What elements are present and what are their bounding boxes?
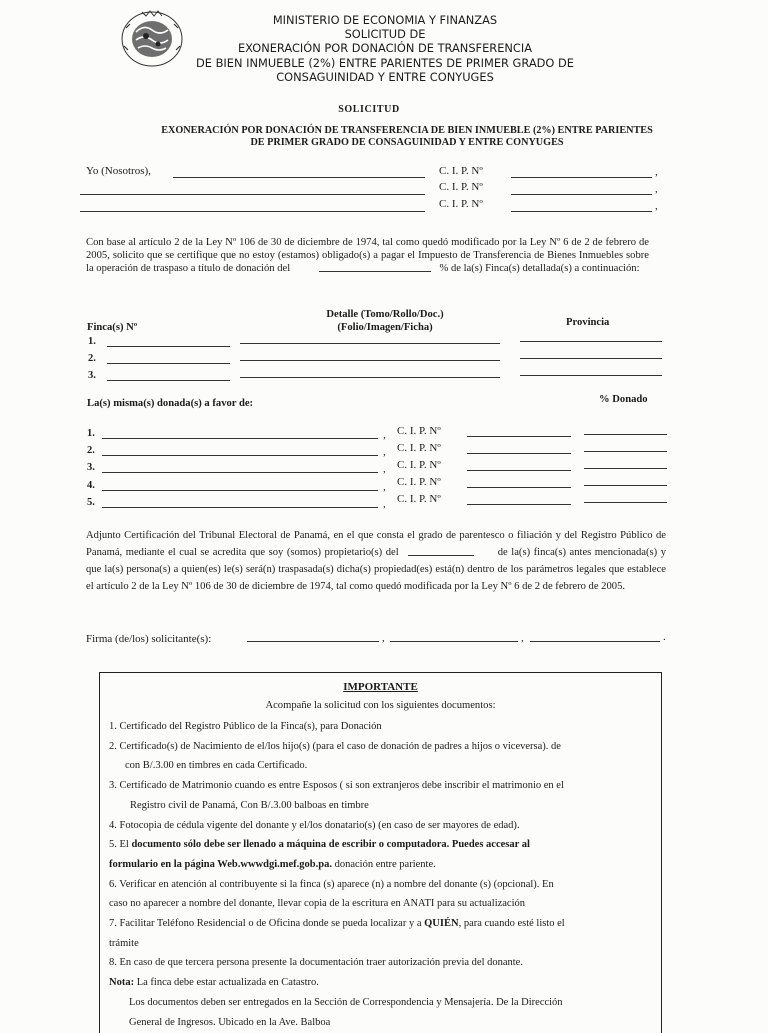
finca-number-field-2[interactable] — [107, 363, 230, 364]
col-detalle-line2: (Folio/Imagen/Ficha) — [337, 322, 433, 333]
signature-label: Firma (de/los) solicitante(s): — [86, 633, 212, 645]
donee-pct-field-5[interactable] — [584, 502, 667, 503]
applicant-cip-field-2[interactable] — [511, 194, 652, 195]
legal-paragraph-end: % de la(s) Finca(s) detallada(s) a continuación: — [439, 263, 640, 275]
finca-number-field-1[interactable] — [107, 346, 230, 347]
list-item: General de Ingresos. Ubicado en la Ave. Balboa — [129, 1016, 331, 1028]
cip-label: C. I. P. Nº — [397, 425, 441, 437]
finca-detail-field-1[interactable] — [240, 343, 500, 344]
finca-detail-field-3[interactable] — [240, 377, 500, 378]
nota-label: Nota: — [109, 977, 135, 989]
legal-del: del — [277, 263, 291, 275]
comma: , — [521, 632, 524, 644]
applicant-name-field-1[interactable] — [173, 177, 425, 178]
cip-label: C. I. P. Nº — [397, 493, 441, 505]
item7-bold: QUIÉN — [424, 918, 459, 930]
list-item: Los documentos deben ser entregados en la Sección de Correspondencia y Mensajería. De la Dirección — [129, 996, 563, 1008]
attachment-text-start: Adjunto Certificación del Tribunal Electoral de Panamá, en el que consta el grado de parentesco o filiación y del Registro Público de Panamá, mediante el cual se acredita que soy (somos) propietario(s) del — [86, 530, 666, 559]
col-finca-header: Finca(s) Nº — [87, 322, 138, 333]
ministry-header — [190, 13, 580, 84]
donee-name-field-4[interactable] — [102, 490, 378, 491]
donee-pct-field-2[interactable] — [584, 451, 667, 452]
applicant-name-field-3[interactable] — [80, 211, 425, 212]
finca-province-field-3[interactable] — [520, 375, 662, 376]
cip-label: C. I. P. Nº — [439, 165, 483, 177]
item5-rest: donación entre pariente. — [334, 858, 436, 870]
item7-post: , para cuando esté listo el — [458, 918, 565, 930]
ministry-seal-icon — [112, 6, 192, 72]
donee-row-number: 3. — [87, 462, 95, 473]
list-item: con B/.3.00 en timbres en cada Certificado. — [125, 760, 308, 772]
list-item: 4. Fotocopia de cédula vigente del donante y el/los donatario(s) (en caso de ser mayores de edad). — [109, 819, 520, 831]
important-subtitle: Acompañe la solicitud con los siguientes documentos: — [265, 700, 496, 711]
cip-label: C. I. P. Nº — [397, 476, 441, 488]
legal-paragraph — [86, 236, 649, 275]
item5-bold: documento sólo debe ser llenado a máquina de escribir o computadora. Puedes accesar al — [131, 839, 530, 851]
list-item: Registro civil de Panamá, Con B/.3.00 balboas en timbre — [130, 799, 369, 811]
donee-row-number: 5. — [87, 497, 95, 508]
cip-label: C. I. P. Nº — [397, 459, 441, 471]
list-item: 1. Certificado del Registro Público de la Finca(s), para Donación — [109, 721, 382, 732]
list-item: 6. Verificar en atención al contribuyente si la finca (s) aparece (n) a nombre del donante (s) (opcional). En — [109, 878, 554, 890]
cip-label: C. I. P. Nº — [439, 198, 483, 210]
finca-row-number: 2. — [88, 353, 96, 364]
item5-bold-url: formulario en la página Web.wwwdgi.mef.gob.pa. — [109, 858, 332, 870]
col-provincia-header: Provincia — [566, 317, 610, 328]
header-line: DE BIEN INMUEBLE (2%) ENTRE PARIENTES DE PRIMER GRADO DE — [196, 55, 574, 70]
pct-donado-header: % Donado — [599, 394, 648, 405]
comma: , — [383, 446, 386, 458]
list-item — [109, 973, 653, 993]
cip-label: C. I. P. Nº — [439, 181, 483, 193]
form-title-line1: EXONERACIÓN POR DONACIÓN DE TRANSFERENCIA DE BIEN INMUEBLE (2%) ENTRE PARIENTES — [161, 125, 653, 136]
attachment-text-end: de la(s) finca(s) antes mencionada(s) y que la(s) persona(s) a quien(es) le(s) será(n) traspasada(s) dicha(s) propiedad(es) está(n) dentro de los parámetros legales que establece el artículo 2 de la Ley Nº 106 de 30 de diciembre de 1974, tal como quedó modificada por la Ley Nº 6 de 2 de febrero de 2005. — [86, 547, 666, 593]
finca-number-field-3[interactable] — [107, 380, 230, 381]
finca-province-field-2[interactable] — [520, 358, 662, 359]
donee-row-number: 4. — [87, 480, 95, 491]
donee-cip-field-2[interactable] — [467, 453, 571, 454]
finca-detail-field-2[interactable] — [240, 360, 500, 361]
donee-cip-field-4[interactable] — [467, 487, 571, 488]
signature-field-1[interactable] — [247, 641, 379, 642]
applicant-name-field-2[interactable] — [80, 194, 425, 195]
donee-cip-field-5[interactable] — [467, 504, 571, 505]
donees-label: La(s) misma(s) donada(s) a favor de: — [87, 398, 254, 409]
form-title-line2: DE PRIMER GRADO DE CONSAGUINIDAD Y ENTRE CONYUGES — [250, 137, 564, 148]
donee-pct-field-3[interactable] — [584, 468, 667, 469]
donee-row-number: 2. — [87, 445, 95, 456]
comma: , — [655, 200, 658, 212]
period: . — [663, 631, 666, 643]
comma: , — [655, 166, 658, 178]
col-detalle-line1: Detalle (Tomo/Rollo/Doc.) — [326, 309, 444, 320]
item5-num: 5. El — [109, 839, 129, 851]
list-item: caso no aparecer a nombre del donante, llevar copia de la escritura en ANATI para su actualización — [109, 898, 526, 910]
donee-pct-field-1[interactable] — [584, 434, 667, 435]
comma: , — [382, 632, 385, 644]
header-line: MINISTERIO DE ECONOMIA Y FINANZAS — [272, 13, 498, 27]
ownership-percentage-field[interactable] — [408, 546, 474, 556]
item7-pre: 7. Facilitar Teléfono Residencial o de Oficina donde se pueda localizar y a — [109, 918, 422, 930]
fincas-detail-header — [300, 308, 470, 334]
attachment-paragraph — [86, 527, 666, 595]
donation-percentage-field[interactable] — [319, 262, 431, 272]
donee-row-number: 1. — [87, 428, 95, 439]
applicant-cip-field-1[interactable] — [511, 177, 652, 178]
important-box — [99, 672, 662, 1033]
form-title — [80, 125, 734, 149]
cip-label: C. I. P. Nº — [397, 442, 441, 454]
important-title: IMPORTANTE — [343, 681, 418, 693]
donee-cip-field-3[interactable] — [467, 470, 571, 471]
applicant-label: Yo (Nosotros), — [86, 165, 151, 177]
comma: , — [383, 429, 386, 441]
signature-field-3[interactable] — [530, 641, 660, 642]
list-item: 3. Certificado de Matrimonio cuando es entre Esposos ( si son extranjeros debe inscribir el matrimonio en el — [109, 780, 564, 792]
comma: , — [383, 498, 386, 510]
comma: , — [655, 183, 658, 195]
legal-paragraph-text: Con base al artículo 2 de la Ley Nº 106 de 30 de diciembre de 1974, tal como quedó modificado por la Ley Nº 6 de 2 de febrero de 2005, solicito que se certifique que no estoy (estamos) obligado(s) a pagar el Impuesto de Transferencia de Bienes Inmuebles sobre la operación de traspaso a título de donación — [86, 237, 649, 275]
header-line: CONSAGUINIDAD Y ENTRE CONYUGES — [276, 69, 494, 84]
list-item: 2. Certificado(s) de Nacimiento de el/los hijo(s) (para el caso de donación de padres a hijos o viceversa). de — [109, 740, 561, 752]
header-line: SOLICITUD DE — [344, 27, 426, 42]
finca-row-number: 1. — [88, 336, 96, 347]
comma: , — [383, 481, 386, 493]
donee-cip-field-1[interactable] — [467, 436, 571, 437]
finca-row-number: 3. — [88, 370, 96, 381]
finca-province-field-1[interactable] — [520, 341, 662, 342]
applicant-cip-field-3[interactable] — [511, 211, 652, 212]
donee-name-field-2[interactable] — [102, 455, 378, 456]
solicitud-label: SOLICITUD — [338, 104, 400, 115]
comma: , — [383, 463, 386, 475]
nota-text: La finca debe estar actualizada en Catastro. — [136, 977, 319, 989]
list-item: 8. En caso de que tercera persona presente la documentación traer autorización previa del donante. — [109, 957, 523, 969]
header-line: EXONERACIÓN POR DONACIÓN DE TRANSFERENCIA — [237, 41, 533, 56]
list-item: trámite — [109, 937, 139, 949]
list-item — [109, 835, 653, 855]
list-item — [109, 855, 653, 875]
requirements-list — [109, 717, 653, 1032]
list-item — [109, 914, 653, 934]
donee-pct-field-4[interactable] — [584, 485, 667, 486]
donee-name-field-5[interactable] — [102, 507, 378, 508]
donee-name-field-3[interactable] — [102, 472, 378, 473]
donee-name-field-1[interactable] — [102, 438, 378, 439]
signature-field-2[interactable] — [390, 641, 518, 642]
